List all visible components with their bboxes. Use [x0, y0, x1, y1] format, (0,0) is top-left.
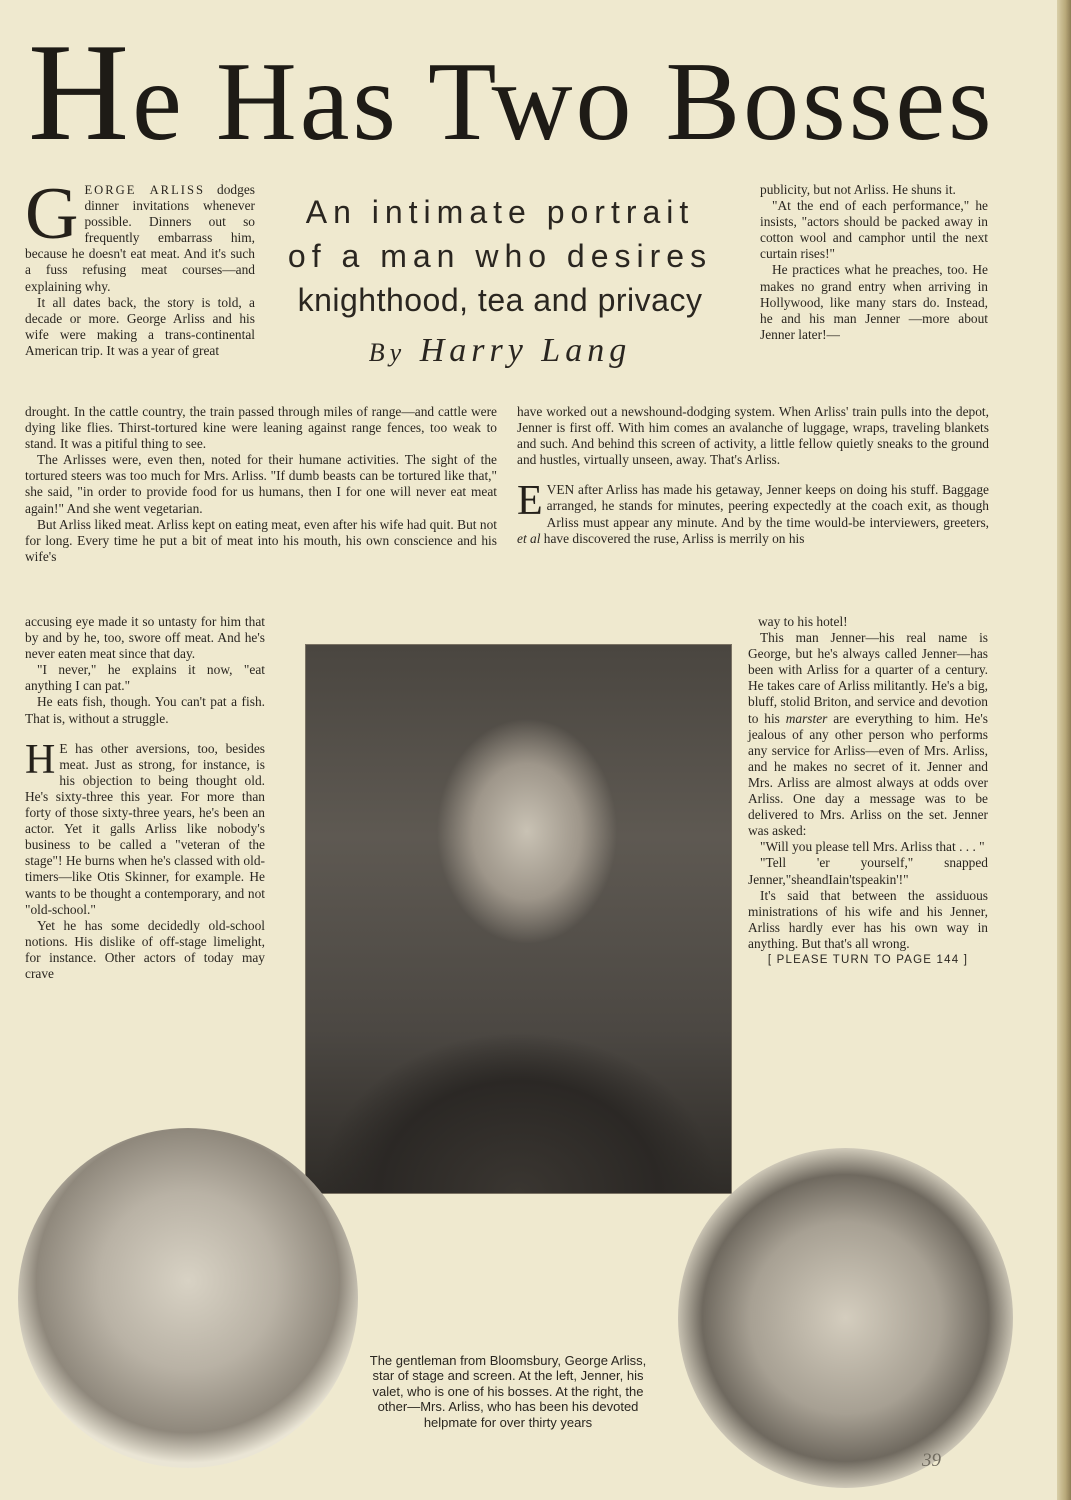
continuation-note: [ PLEASE TURN TO PAGE 144 ]	[767, 953, 969, 966]
he-text: E has other aversions, too, besides meat. Just as strong, for instance, is his objection to being thought old. He's sixty-three this year. For more than forty of those sixty-three years, he's been an actor. Yet it galls Arliss like nobody's business to be called a "veteran of the stage"! He burns when he's classed with old-timers—like Otis Skinner, for example. He wants to be thought a contemporary, and not "old-school."	[25, 740, 265, 917]
paragraph-he	[25, 736, 265, 918]
mrs-arliss-portrait	[678, 1148, 1013, 1488]
drop-cap-g: G	[25, 173, 79, 255]
deck-line-3: knighthood, tea and privacy	[297, 282, 703, 318]
page-number: 39	[922, 1450, 941, 1471]
marster: marster	[785, 710, 828, 726]
paragraph-even	[517, 478, 989, 546]
deck	[270, 190, 730, 322]
paragraph: It's said that between the assiduous ministrations of his wife and his Jenner, Arliss hardly ever has his own way in anything. But that's all wrong.	[748, 887, 988, 951]
paragraph: drought. In the cattle country, the train passed through miles of range—and cattle were dying like flies. Thirst-tortured kine were leaning against range fences, too weak to stand. It was a pitiful thing to see.	[25, 404, 497, 452]
even-text-b: have discovered the ruse, Arliss is merrily on his	[540, 530, 805, 546]
byline-by: By	[368, 338, 407, 367]
jenner-text-b: are everything to him. He's jealous of any other person who performs any service for Arliss—even of Mrs. Arliss, and he makes no secret of it. Jenner and Mrs. Arliss are almost always at odds over Arliss. One day a message was to be delivered to Mrs. Arliss on the set. Jenner was asked:	[748, 710, 988, 839]
paragraph: "I never," he explains it now, "eat anything I can pat."	[25, 662, 265, 694]
jenner-text-a: This man Jenner—his real name is George, but he's always called Jenner—has been with Arliss for a quarter of a century. He takes care of Arliss militantly. He's a big, bluff, stolid Briton, and service and devotion to his	[748, 630, 988, 726]
deck-line-2: of a man who desires	[287, 238, 713, 274]
paragraph: accusing eye made it so untasty for him that by and by he, too, swore off meat. And he's never eaten meat since that day.	[25, 614, 265, 662]
headline	[28, 15, 1048, 177]
photo-caption: The gentleman from Bloomsbury, George Arliss, star of stage and screen. At the left, Jenner, his valet, who is one of his bosses. At the right, the other—Mrs. Arliss, who has been his devoted helpmate for over thirty years	[369, 1353, 647, 1430]
paragraph	[748, 630, 988, 839]
portrait-photo	[305, 644, 732, 1194]
paragraph: "Tell 'er yourself," snapped Jenner,"sheandIain'tspeakin'!"	[748, 855, 988, 887]
headline-initial: H	[28, 15, 133, 170]
paragraph: "At the end of each performance," he insists, "actors should be packed away in cotton wool and camphor until the next curtain rises!"	[760, 198, 988, 262]
paragraph: He eats fish, though. You can't pat a fish. That is, without a struggle.	[25, 694, 265, 726]
drop-cap-h: H	[25, 736, 56, 783]
paragraph: publicity, but not Arliss. He shuns it.	[760, 182, 956, 197]
jenner-portrait	[18, 1128, 358, 1468]
column-left-top	[25, 173, 255, 359]
deck-line-1: An intimate portrait	[305, 194, 695, 230]
byline-author: Harry Lang	[419, 332, 632, 369]
lead-smallcaps: EORGE ARLISS	[84, 183, 205, 197]
column-right-top	[760, 182, 988, 343]
column-wide-left	[25, 404, 497, 565]
page-edge	[1057, 0, 1071, 1500]
even-text-a: VEN after Arliss has made his getaway, Jenner keeps on doing his stuff. Baggage arranged, he stands for minutes, peering expectedly at the coach exit, as though Arliss must appear any minute. And by the time would-be interviewers, greeters,	[546, 482, 989, 530]
column-right-lower	[748, 614, 988, 968]
et-al: et al	[517, 530, 541, 546]
paragraph: have worked out a newshound-dodging system. When Arliss' train pulls into the depot, Jenner is first off. With him comes an avalanche of luggage, wraps, traveling blankets and such. And behind this screen of activity, a little fellow quietly sneaks to the ground and hustles, virtually unseen, away. That's Arliss.	[517, 404, 989, 468]
opening-text: dodges dinner invitations whenever possible. Dinners out so frequently embarrass him, because he doesn't eat meat. And it's such a fuss refusing meat courses—and explaining why.	[25, 182, 255, 294]
paragraph: He practices what he preaches, too. He makes no grand entry when arriving in Hollywood, like many stars do. Instead, he and his man Jenner —more about Jenner later!—	[760, 262, 988, 342]
headline-rest: e Has Two Bosses	[132, 40, 995, 164]
drop-cap-e: E	[517, 478, 543, 525]
paragraph: "Will you please tell Mrs. Arliss that . . . "	[760, 839, 985, 855]
paragraph: But Arliss liked meat. Arliss kept on eating meat, even after his wife had quit. But not for long. Every time he put a bit of meat into his mouth, his own conscience and his wife's	[25, 516, 497, 564]
byline	[270, 332, 730, 370]
paragraph: way to his hotel!	[758, 614, 848, 629]
paragraph-opening	[25, 173, 255, 295]
column-left-lower	[25, 614, 265, 982]
paragraph: Yet he has some decidedly old-school notions. His dislike of off-stage limelight, for instance. Other actors of today may crave	[25, 917, 265, 981]
paragraph: It all dates back, the story is told, a decade or more. George Arliss and his wife were making a trans-continental American trip. It was a year of great	[25, 294, 255, 358]
paragraph: The Arlisses were, even then, noted for their humane activities. The sight of the tortured steers was too much for Mrs. Arliss. "If dumb beasts can be tortured like that," she said, "in order to provide food for us humans, then I for one will never eat meat again!" And she went vegetarian.	[25, 452, 497, 516]
column-wide-right	[517, 404, 989, 547]
